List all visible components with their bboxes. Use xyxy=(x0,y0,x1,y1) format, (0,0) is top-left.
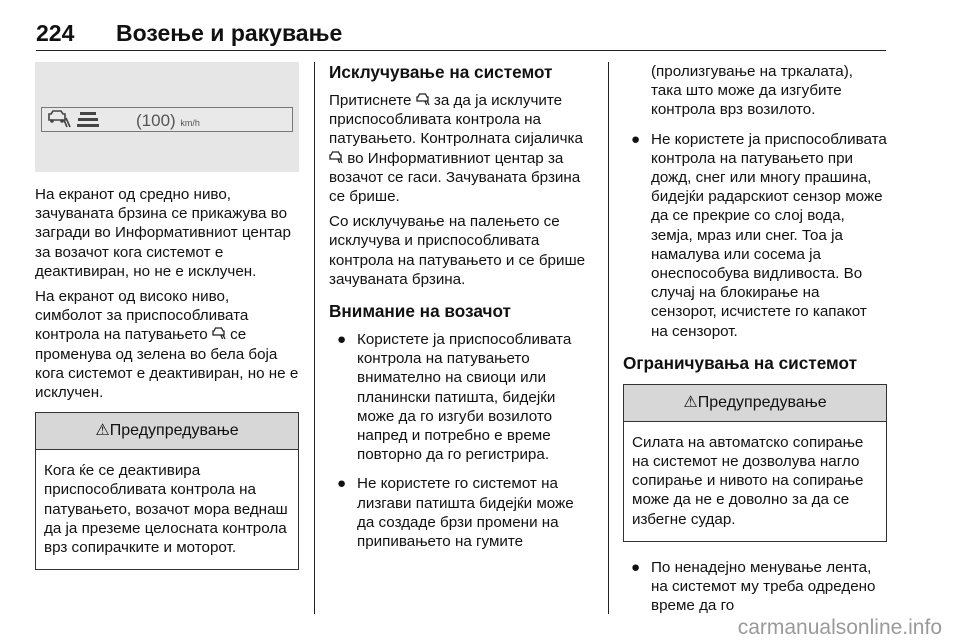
attention-list-continued xyxy=(623,130,887,341)
warning-header: ⚠Предупредување xyxy=(624,385,886,422)
column-divider-1 xyxy=(314,62,315,614)
section-heading-switch-off: Исклучување на системот xyxy=(329,62,553,82)
column-1 xyxy=(35,62,299,582)
warning-body: Силата на автоматско сопирање на системот не дозволува нагло сопирање и нивото на сопирање може да не е доволно за да се избегне судар. xyxy=(632,433,864,528)
warning-box xyxy=(623,384,887,542)
list-item: ● Не користете ја приспособливата контрола на патувањето при дожд, снег или многу прашина, бидејќи радарскиот сензор може да се прекрие со слој вода, земја, мраз или снег. Тоа ја намалува или сосема ја онеспособува видливоста. Во случај на блокирање на сензорот, исчистете го капакот на сензорот. xyxy=(631,130,887,340)
continued-text: (пролизгување на тркалата), така што може да изгубите контрола врз возилото. xyxy=(651,63,853,119)
bullet-icon: ● xyxy=(337,331,347,349)
cruise-car-icon xyxy=(416,93,430,106)
column-divider-2 xyxy=(608,62,609,614)
cluster-display-image xyxy=(35,62,299,172)
bullet-icon: ● xyxy=(631,558,641,576)
list-item: ● По ненадејно менување лента, на системот му треба одредено време да го xyxy=(631,558,876,615)
section-heading-limitations: Ограничувања на системот xyxy=(623,352,858,373)
paragraph-1: На екранот од средно ниво, зачуваната брзина се прикажува во загради во Информативниот центар за возачот кога системот е деактивиран, но не е исклучен. xyxy=(35,186,291,280)
page-number: 224 xyxy=(36,20,75,46)
display-bar xyxy=(41,107,293,132)
paragraph-2: На екранот од високо ниво, симболот за приспособливата контрола на патувањето се променува од зелена во бела боја кога системот е деактивиран, но не е исклучен. xyxy=(35,288,299,402)
cruise-car-icon xyxy=(212,327,226,340)
distance-bars-icon xyxy=(77,110,99,128)
column-3 xyxy=(623,62,887,625)
warning-triangle-icon: ⚠ xyxy=(95,422,110,440)
column-2 xyxy=(329,62,593,561)
paragraph-ignition: Со исклучување на палењето се исклучува и приспособливата контрола на патувањето и се брише зачуваната брзина. xyxy=(329,213,586,288)
warning-box xyxy=(35,412,299,570)
list-item: ● Користете ја приспособливата контрола на патувањето внимателно на свиоци или планински патишта, бидејќи може да го изгуби возилото напред и потребно е време повторно да го регистрира. xyxy=(337,331,572,464)
paragraph-switch-off: Притиснете за да ја исклучите приспособливата контрола на патувањето. Контролната сијаличка во Информативниот центар за возачот се гаси. Зачуваната брзина се брише. xyxy=(329,92,583,206)
bullet-icon: ● xyxy=(337,475,347,493)
watermark: carmanualsonline.info xyxy=(737,616,942,639)
list-item: ● Не користете го системот на лизгави патишта бидејќи може да создаде брзи промени на припивањето на гумите xyxy=(337,475,574,551)
car-radar-icon xyxy=(47,110,71,128)
cruise-car-icon xyxy=(329,151,343,164)
attention-list xyxy=(329,330,593,551)
warning-body: Кога ќе се деактивира приспособливата контрола на патувањето, возачот мора веднаш да ја преземе целосната контрола врз сопирачките и моторот. xyxy=(44,462,288,557)
warning-triangle-icon: ⚠ xyxy=(683,393,698,411)
limitations-list xyxy=(623,558,887,616)
set-speed-readout: (100) km/h xyxy=(136,111,200,130)
warning-header: ⚠Предупредување xyxy=(36,413,298,450)
bullet-icon: ● xyxy=(631,130,641,148)
section-heading-attention: Внимание на возачот xyxy=(329,301,511,322)
page-title: Возење и ракување xyxy=(116,20,343,46)
page-header xyxy=(36,14,886,51)
